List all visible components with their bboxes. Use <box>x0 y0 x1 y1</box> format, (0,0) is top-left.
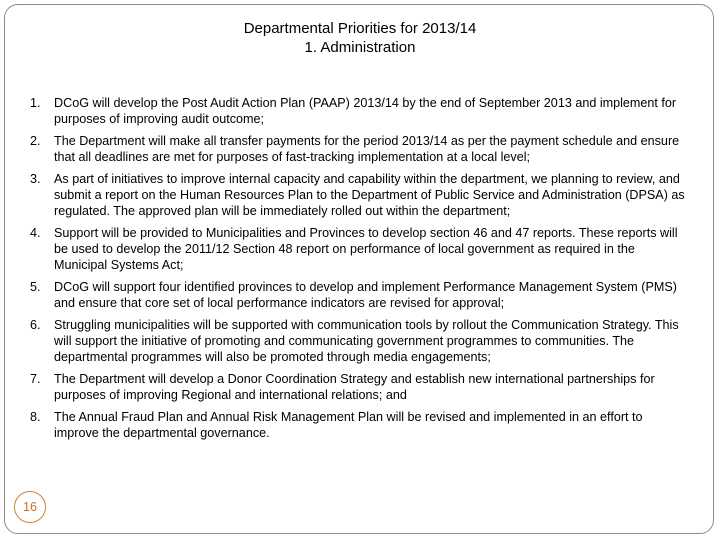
item-number: 1. <box>30 96 41 110</box>
item-number: 7. <box>30 372 41 386</box>
item-number: 5. <box>30 280 41 294</box>
item-text: DCoG will develop the Post Audit Action Plan (PAAP) 2013/14 by the end of September 2013 and implement for purposes of improving audit outcome; <box>54 96 677 126</box>
list-item <box>30 171 690 219</box>
list-item <box>30 225 690 273</box>
list-item <box>30 409 690 441</box>
item-text: Struggling municipalities will be supported with communication tools by rollout the Communication Strategy. This will support the initiative of promoting and communicating government programmes to communities. The departmental programmes will also be promoted through media engagements; <box>54 318 679 364</box>
item-number: 8. <box>30 410 41 424</box>
item-text: The Department will make all transfer payments for the period 2013/14 as per the payment schedule and ensure that all deadlines are met for purposes of fast-tracking implementation at a local level; <box>54 134 680 164</box>
list-item <box>30 279 690 311</box>
list-item <box>30 371 690 403</box>
title-line-2: 1. Administration <box>304 39 416 56</box>
item-text: DCoG will support four identified provinces to develop and implement Performance Management System (PMS) and ensure that core set of local performance indicators are revised for approval; <box>54 280 677 310</box>
item-number: 3. <box>30 172 41 186</box>
list-item <box>30 317 690 365</box>
title-line-1: Departmental Priorities for 2013/14 <box>243 20 477 37</box>
item-number: 6. <box>30 318 41 332</box>
slide-title <box>0 19 720 57</box>
item-number: 4. <box>30 226 41 240</box>
item-number: 2. <box>30 134 41 148</box>
priorities-list <box>30 95 690 447</box>
list-item <box>30 133 690 165</box>
item-text: The Annual Fraud Plan and Annual Risk Management Plan will be revised and implemented in an effort to improve the departmental governance. <box>54 410 643 440</box>
page-number: 16 <box>23 500 37 514</box>
item-text: Support will be provided to Municipalities and Provinces to develop section 46 and 47 reports. These reports will be used to develop the 2011/12 Section 48 report on performance of local government as required in the Municipal Systems Act; <box>54 226 678 272</box>
list-item <box>30 95 690 127</box>
item-text: As part of initiatives to improve internal capacity and capability within the department, we planning to review, and submit a report on the Human Resources Plan to the Department of Public Service and Administration (DPSA) as regulated. The approved plan will be immediately rolled out within the department; <box>54 172 685 218</box>
page-number-badge <box>14 491 46 523</box>
item-text: The Department will develop a Donor Coordination Strategy and establish new international partnerships for purposes of improving Regional and international relations; and <box>54 372 655 402</box>
